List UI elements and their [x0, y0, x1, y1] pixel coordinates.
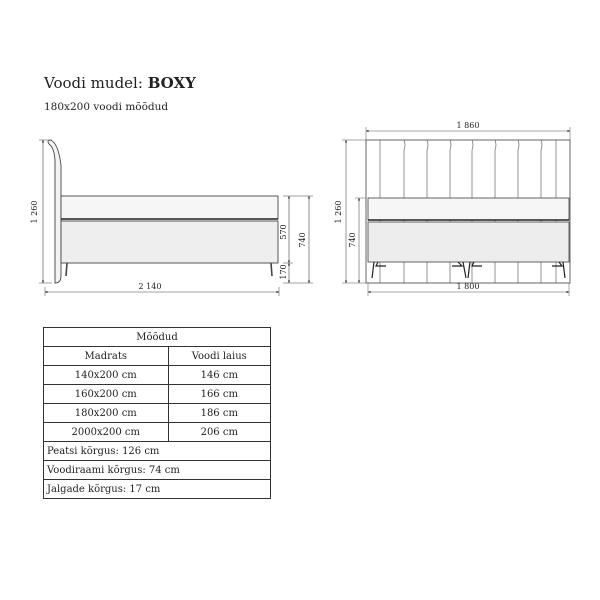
label-front-width-bottom: 1 800 [456, 282, 480, 291]
label-side-length: 2 140 [138, 282, 162, 291]
side-leg-front [66, 263, 67, 276]
table-row [44, 404, 271, 423]
table-title-row [44, 328, 271, 347]
note-leg-height: Jalgade kõrgus: 17 cm [44, 480, 271, 499]
front-mattress [368, 198, 569, 220]
note-row [44, 461, 271, 480]
front-base [368, 222, 569, 262]
cell-mattress: 140x200 cm [44, 366, 169, 385]
note-headboard-height: Peatsi kõrgus: 126 cm [44, 442, 271, 461]
drawing-subtitle: 180x200 voodi mõõdud [44, 101, 169, 113]
table-title: Mõõdud [44, 328, 271, 347]
front-view [342, 127, 570, 296]
header-bed-width: Voodi laius [168, 347, 270, 366]
label-front-height: 1 260 [334, 200, 343, 224]
note-row [44, 480, 271, 499]
side-headboard [48, 140, 61, 283]
note-row [44, 442, 271, 461]
side-leg-rear [271, 263, 272, 276]
cell-width: 166 cm [168, 385, 270, 404]
label-side-frame: 740 [298, 232, 307, 248]
note-frame-height: Voodiraami kõrgus: 74 cm [44, 461, 271, 480]
label-side-height: 1 260 [30, 200, 39, 224]
title-prefix: Voodi mudel: [44, 74, 143, 92]
table-row [44, 366, 271, 385]
cell-width: 146 cm [168, 366, 270, 385]
label-front-frame: 740 [348, 232, 357, 248]
table-header-row [44, 347, 271, 366]
label-side-upper: 570 [279, 224, 288, 240]
cell-mattress: 2000x200 cm [44, 423, 169, 442]
table-row [44, 385, 271, 404]
dimensions-table [43, 327, 271, 499]
label-side-legs: 170 [279, 264, 288, 280]
label-front-width-top: 1 860 [456, 121, 480, 130]
cell-width: 186 cm [168, 404, 270, 423]
side-view [39, 140, 313, 296]
cell-mattress: 160x200 cm [44, 385, 169, 404]
side-mattress [61, 196, 278, 219]
header-mattress: Madrats [44, 347, 169, 366]
cell-mattress: 180x200 cm [44, 404, 169, 423]
model-name: BOXY [147, 74, 196, 92]
cell-width: 206 cm [168, 423, 270, 442]
table-row [44, 423, 271, 442]
side-base [61, 221, 278, 263]
